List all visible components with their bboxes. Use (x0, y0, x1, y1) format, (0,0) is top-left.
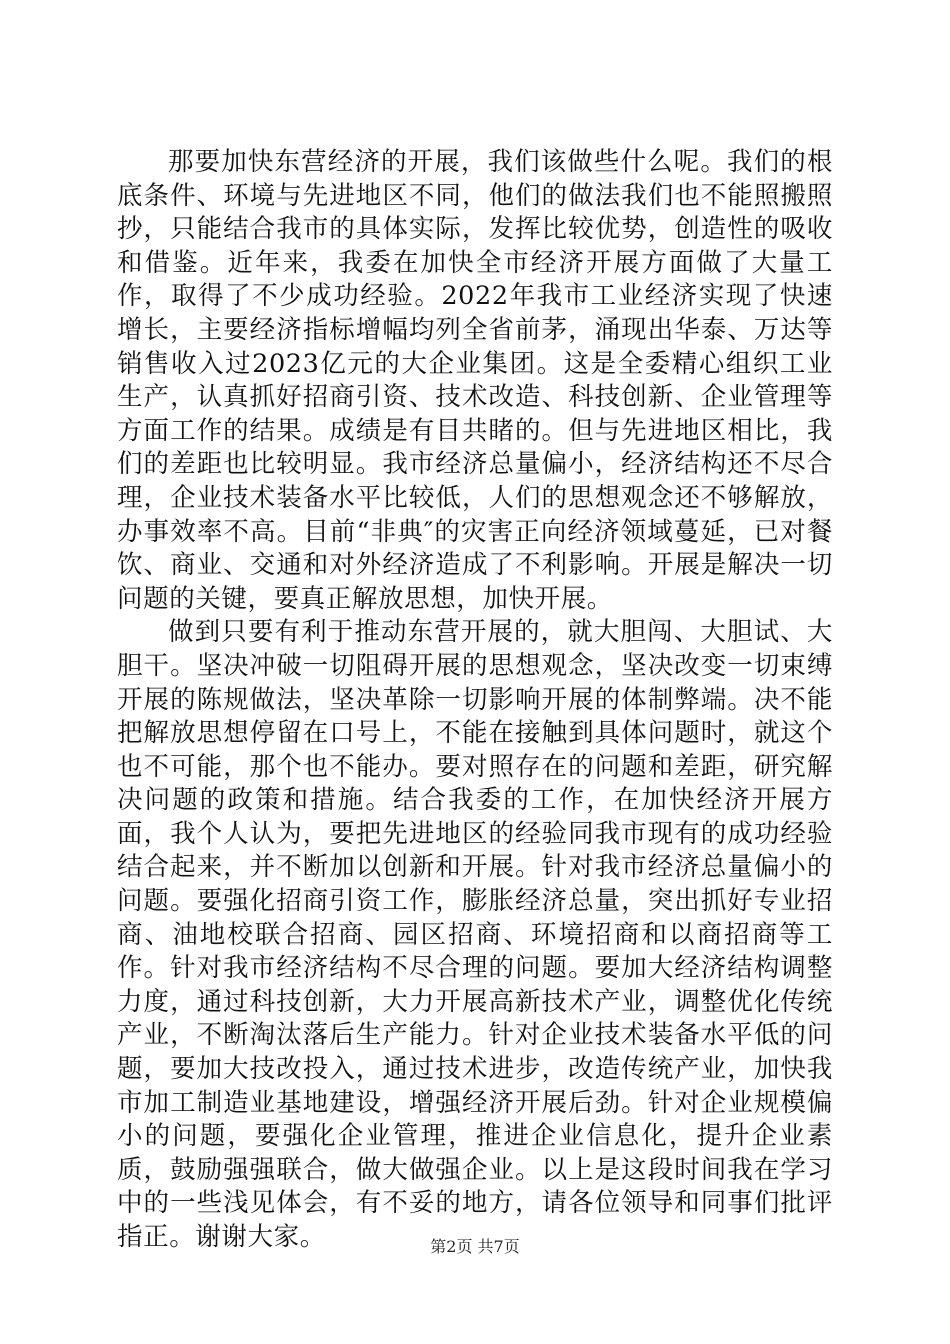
paragraph: 做到只要有利于推动东营开展的，就大胆闯、大胆试、大胆干。坚决冲破一切阻碍开展的思想观念，坚决改变一切束缚开展的陈规做法，坚决革除一切影响开展的体制弊端。决不能把解放思想停留在口号上，不能在接触到具体问题时，就这个也不可能，那个也不能办。要对照存在的问题和差距，研究解决问题的政策和措施。结合我委的工作，在加快经济开展方面，我个人认为，要把先进地区的经验同我市现有的成功经验结合起来，并不断加以创新和开展。针对我市经济总量偏小的问题。要强化招商引资工作，膨胀经济总量，突出抓好专业招商、油地校联合招商、园区招商、环境招商和以商招商等工作。针对我市经济结构不尽合理的问题。要加大经济结构调整力度，通过科技创新，大力开展高新技术产业，调整优化传统产业，不断淘汰落后生产能力。针对企业技术装备水平低的问题，要加大技改投入，通过技术进步，改造传统产业，加快我市加工制造业基地建设，增强经济开展后劲。针对企业规模偏小的问题，要强化企业管理，推进企业信息化，提升企业素质，鼓励强强联合，做大做强企业。以上是这段时间我在学习中的一些浅见体会，有不妥的地方，请各位领导和同事们批评指正。谢谢大家。 (117, 617, 833, 1252)
page-number-footer: 第2页 共7页 (430, 1237, 520, 1256)
paragraph: 那要加快东营经济的开展，我们该做些什么呢。我们的根底条件、环境与先进地区不同，他们的做法我们也不能照搬照抄，只能结合我市的具体实际，发挥比较优势，创造性的吸收和借鉴。近年来，我委在加快全市经济开展方面做了大量工作，取得了不少成功经验。2022年我市工业经济实现了快速增长，主要经济指标增幅均列全省前茅，涌现出华泰、万达等销售收入过2023亿元的大企业集团。这是全委精心组织工业生产，认真抓好招商引资、技术改造、科技创新、企业管理等方面工作的结果。成绩是有目共睹的。但与先进地区相比，我们的差距也比较明显。我市经济总量偏小，经济结构还不尽合理，企业技术装备水平比较低，人们的思想观念还不够解放，办事效率不高。目前“非典″的灾害正向经济领域蔓延，已对餐饮、商业、交通和对外经济造成了不利影响。开展是解决一切问题的关键，要真正解放思想，加快开展。 (117, 147, 833, 614)
document-body (117, 146, 833, 1255)
